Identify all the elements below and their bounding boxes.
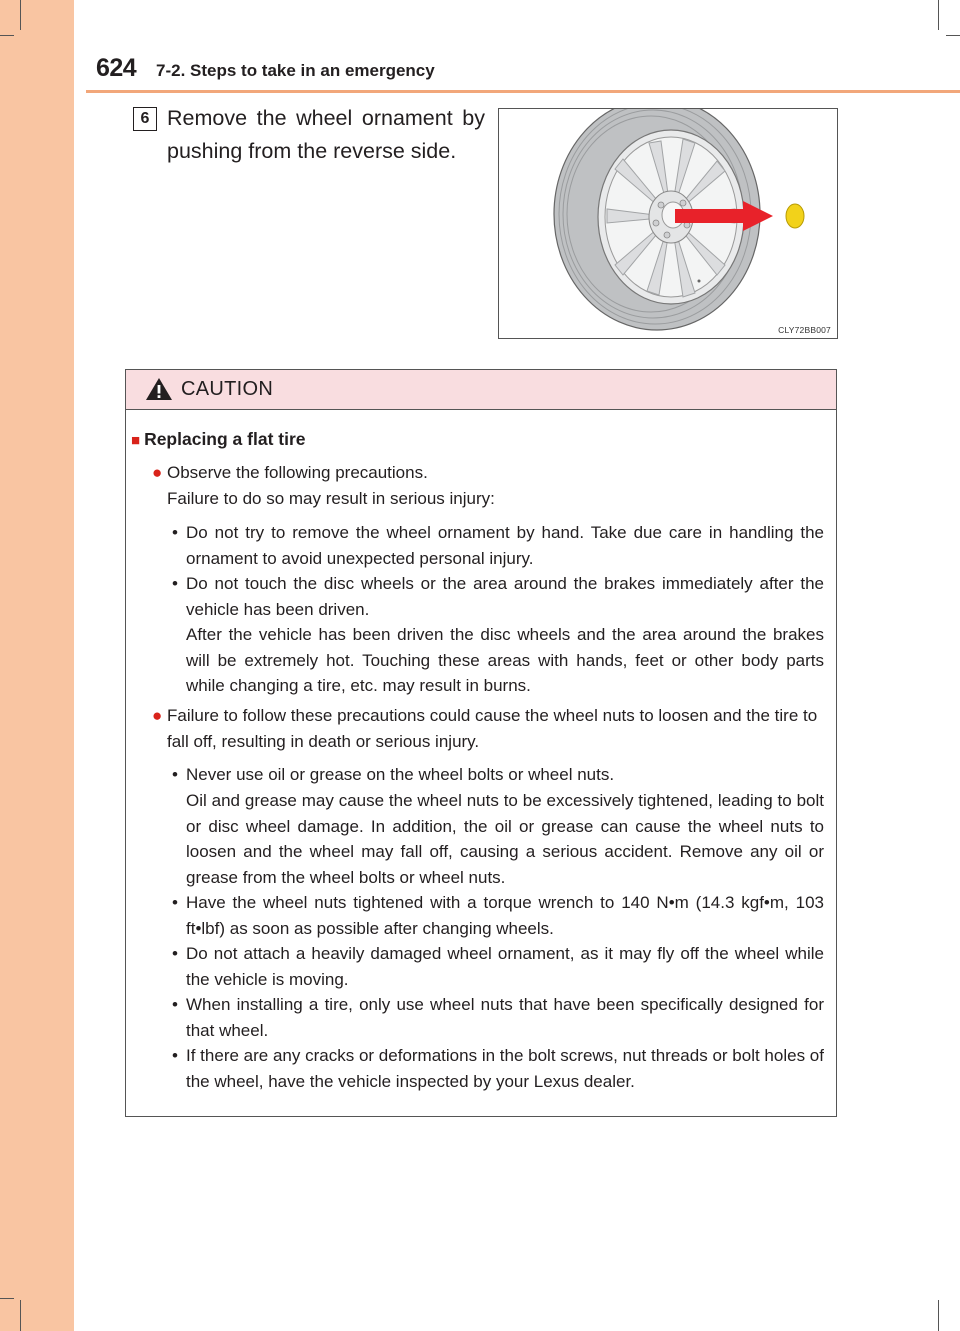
bullet-item: • Do not try to remove the wheel ornament by hand. Take due care in handling the ornament to avoid unexpected personal injury. xyxy=(172,523,824,568)
warning-triangle-icon xyxy=(145,377,173,401)
point-2-text: Failure to follow these precautions could cause the wheel nuts to loosen and the tire to fall off, resulting in death or serious injury. xyxy=(167,706,818,751)
point-1-text-2: Failure to do so may result in serious injury: xyxy=(167,489,495,508)
crop-mark xyxy=(0,35,14,36)
bullet-continuation: After the vehicle has been driven the disc wheels and the area around the brakes will be extremely hot. Touching these areas with hands, feet or other body parts while changing a tire, etc. may result in burns. xyxy=(186,625,824,696)
header-rule xyxy=(86,90,960,93)
wheel-ornament-cap xyxy=(786,204,804,228)
bullet-text: When installing a tire, only use wheel nuts that have been specifically designed for that wheel. xyxy=(186,995,824,1040)
bullet-text: If there are any cracks or deformations in the bolt screws, nut threads or bolt holes of the wheel, have the vehicle inspected by your Lexus dealer. xyxy=(186,1046,824,1091)
crop-mark xyxy=(0,1298,14,1299)
caution-label: CAUTION xyxy=(181,378,274,400)
bullet-text: Do not try to remove the wheel ornament by hand. Take due care in handling the ornament to avoid unexpected personal injury. xyxy=(186,523,824,568)
crop-mark xyxy=(20,1300,21,1331)
page-number: 624 xyxy=(96,54,137,82)
step-instruction: Remove the wheel ornament by pushing from the reverse side. xyxy=(167,106,485,163)
caution-header xyxy=(126,370,836,410)
caution-box xyxy=(125,369,837,1117)
bullet-text: Never use oil or grease on the wheel bolts or wheel nuts. xyxy=(186,765,615,784)
wheel-drawing xyxy=(499,109,837,338)
caution-heading-text: Replacing a flat tire xyxy=(144,429,306,449)
bullet-item: • Do not attach a heavily damaged wheel ornament, as it may fly off the wheel while the vehicle is moving. xyxy=(172,944,824,989)
push-arrow-shaft xyxy=(675,209,745,223)
bullet-continuation: Oil and grease may cause the wheel nuts to be excessively tightened, leading to bolt or disc wheel damage. In addition, the oil or grease can cause the wheel nuts to loosen and the wheel may fall off, causing a serious accident. Remove any oil or grease from the wheel bolts or wheel nuts. xyxy=(186,791,824,887)
step-number-badge: 6 xyxy=(133,107,157,131)
crop-mark xyxy=(938,1300,939,1331)
figure-code: CLY72BB007 xyxy=(778,325,831,335)
red-dot-bullet-icon: ● xyxy=(152,463,163,482)
bullet-item: • Do not touch the disc wheels or the area around the brakes immediately after the vehicle has been driven. xyxy=(172,574,824,619)
section-title: 7-2. Steps to take in an emergency xyxy=(156,61,435,80)
square-bullet-icon: ■ xyxy=(131,432,141,449)
wheel-illustration xyxy=(498,108,838,339)
bullet-text: Do not touch the disc wheels or the area around the brakes immediately after the vehicle has been driven. xyxy=(186,574,824,619)
red-dot-bullet-icon: ● xyxy=(152,706,163,725)
caution-heading xyxy=(131,427,306,454)
crop-mark xyxy=(938,0,939,30)
bullet-text: Do not attach a heavily damaged wheel ornament, as it may fly off the wheel while the vehicle is moving. xyxy=(186,944,824,989)
page-side-tab xyxy=(0,0,74,1331)
bullet-item: • If there are any cracks or deformations in the bolt screws, nut threads or bolt holes of the wheel, have the vehicle inspected by your Lexus dealer. xyxy=(172,1046,824,1091)
crop-mark xyxy=(946,35,960,36)
crop-mark xyxy=(20,0,21,30)
point-1-text: Observe the following precautions. xyxy=(167,463,428,482)
bullet-item: • When installing a tire, only use wheel nuts that have been specifically designed for that wheel. xyxy=(172,995,824,1040)
bullet-item: • Have the wheel nuts tightened with a torque wrench to 140 N•m (14.3 kgf•m, 103 ft•lbf) as soon as possible after changing wheels. xyxy=(172,893,824,938)
bullet-text: Have the wheel nuts tightened with a torque wrench to 140 N•m (14.3 kgf•m, 103 ft•lbf) as soon as possible after changing wheels. xyxy=(186,893,824,938)
bullet-item: • Never use oil or grease on the wheel bolts or wheel nuts. xyxy=(172,765,615,784)
